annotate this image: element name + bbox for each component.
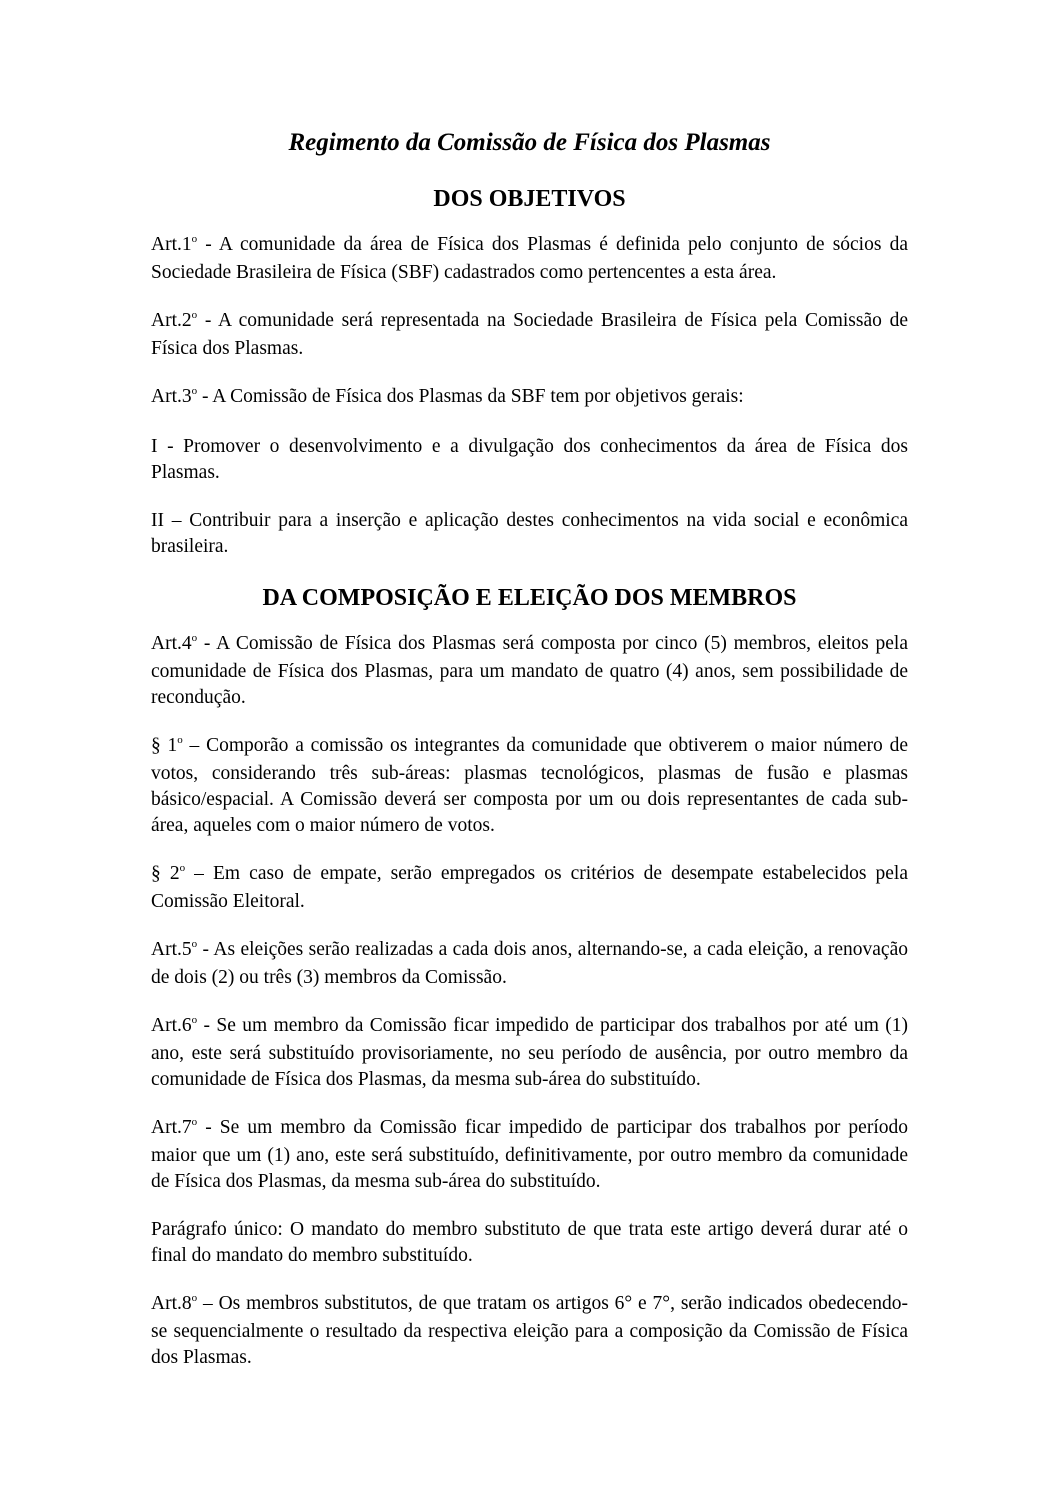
item-i: I - Promover o desenvolvimento e a divulgação dos conhecimentos da área de Física dos Plasmas. — [151, 436, 908, 483]
paragraph-1: § 1$^o$ – Comporão a comissão os integrantes da comunidade que obtiverem o maior número de votos, considerando três sub-áreas: plasmas tecnológicos, plasmas de fusão e plasmas básico/espacial. A Comissão deverá ser composta por um ou dois representantes de cada sub-área, aqueles com o maior número de votos. — [151, 734, 908, 836]
document-content — [151, 125, 908, 1371]
article-6: Art.6$^o$ - Se um membro da Comissão ficar impedido de participar dos trabalhos por até um (1) ano, este será substituído provisoriamente, no seu período de ausência, por outro membro da comunidade de Física dos Plasmas, da mesma sub-área do substituído. — [151, 1014, 908, 1090]
article-4: Art.4$^o$ - A Comissão de Física dos Plasmas será composta por cinco (5) membros, eleitos pela comunidade de Física dos Plasmas, para um mandato de quatro (4) anos, sem possibilidade de recondução. — [151, 632, 908, 708]
section-heading-composicao: DA COMPOSIÇÃO E ELEIÇÃO DOS MEMBROS — [262, 585, 797, 611]
article-2: Art.2$^o$ - A comunidade será representada na Sociedade Brasileira de Física pela Comissão de Física dos Plasmas. — [151, 309, 908, 359]
document-title: Regimento da Comissão de Física dos Plasmas — [288, 129, 771, 156]
article-5: Art.5$^o$ - As eleições serão realizadas a cada dois anos, alternando-se, a cada eleição, a renovação de dois (2) ou três (3) membros da Comissão. — [151, 938, 908, 988]
article-8: Art.8$^o$ – Os membros substitutos, de que tratam os artigos 6° e 7°, serão indicados obedecendo-se sequencialmente o resultado da respectiva eleição para a composição da Comissão de Física dos Plasmas. — [151, 1292, 908, 1368]
item-ii: II – Contribuir para a inserção e aplicação destes conhecimentos na vida social e econômica brasileira. — [151, 510, 908, 557]
article-3: Art.3$^o$ - A Comissão de Física dos Plasmas da SBF tem por objetivos gerais: — [151, 385, 744, 407]
article-1: Art.1$^o$ - A comunidade da área de Física dos Plasmas é definida pelo conjunto de sócios da Sociedade Brasileira de Física (SBF) cadastrados como pertencentes a esta área. — [151, 233, 908, 283]
section-heading-objetivos: DOS OBJETIVOS — [433, 186, 626, 212]
article-7: Art.7$^o$ - Se um membro da Comissão ficar impedido de participar dos trabalhos por período maior que um (1) ano, este será substituído, definitivamente, por outro membro da comunidade de Física dos Plasmas, da mesma sub-área do substituído. — [151, 1116, 908, 1192]
paragrafo-unico: Parágrafo único: O mandato do membro substituto de que trata este artigo deverá durar até o final do mandato do membro substituído. — [151, 1219, 908, 1266]
paragraph-2: § 2$^o$ – Em caso de empate, serão empregados os critérios de desempate estabelecidos pela Comissão Eleitoral. — [151, 862, 909, 912]
